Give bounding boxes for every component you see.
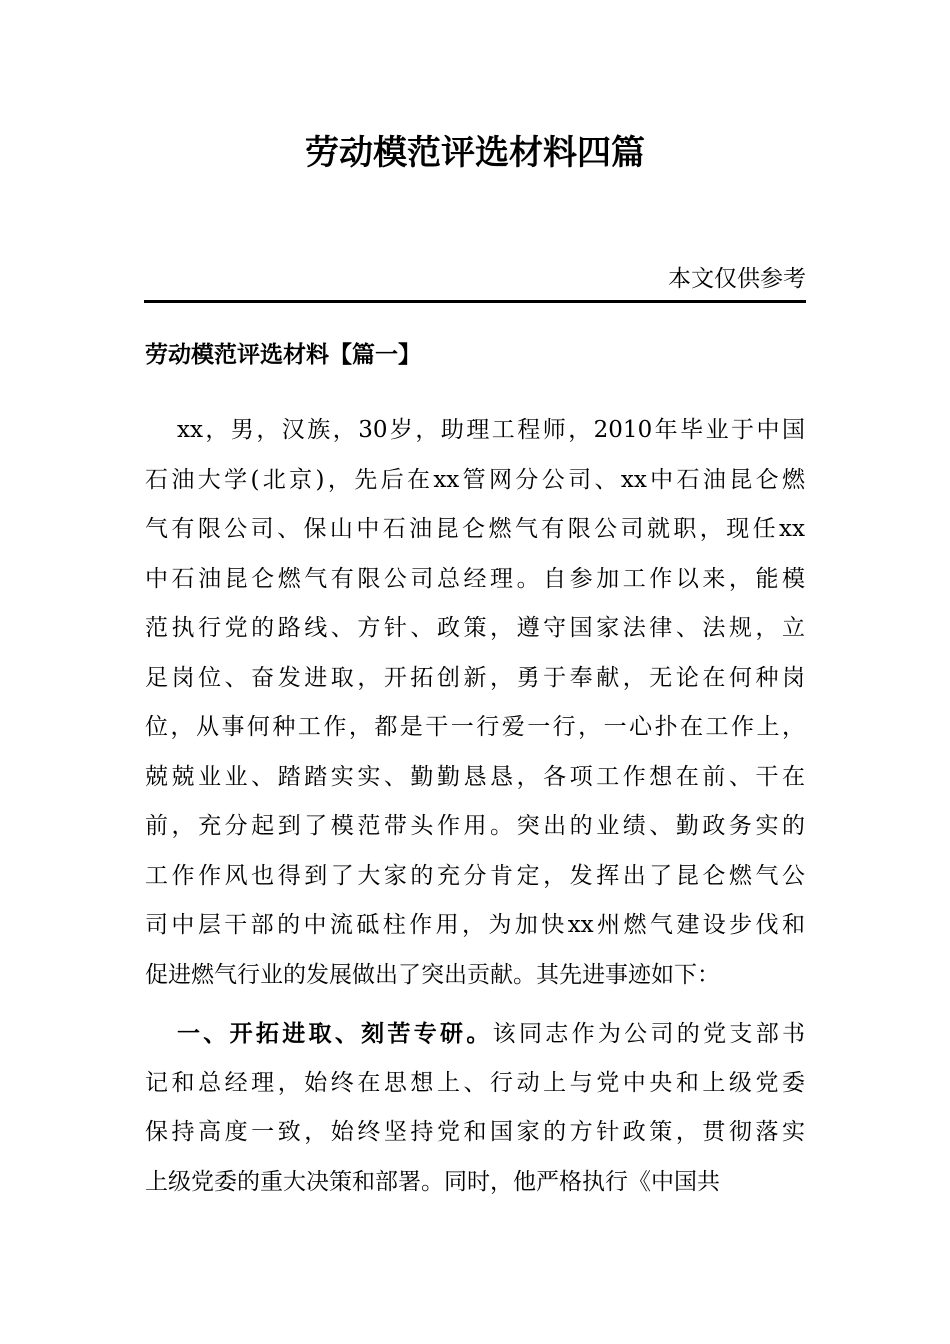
paragraph-line: 足岗位、奋发进取，开拓创新，勇于奉献，无论在何种岗 <box>145 664 805 691</box>
paragraph-2 <box>145 1009 805 1207</box>
paragraph-line: 促进燃气行业的发展做出了突出贡献。其先进事迹如下： <box>145 961 720 988</box>
paragraph-line: 上级党委的重大决策和部署。同时，他严格执行《中国共 <box>145 1168 720 1195</box>
header-divider <box>144 300 806 303</box>
reference-note: 本文仅供参考 <box>668 266 806 292</box>
document-title: 劳动模范评选材料四篇 <box>305 133 645 173</box>
paragraph-line: 工作作风也得到了大家的充分肯定，发挥出了昆仑燃气公 <box>145 862 805 889</box>
paragraph-line-text: 该同志作为公司的党支部书 <box>492 1021 806 1047</box>
paragraph-line: 记和总经理，始终在思想上、行动上与党中央和上级党委 <box>145 1069 805 1096</box>
paragraph-line: 范执行党的路线、方针、政策，遵守国家法律、法规，立 <box>145 615 805 641</box>
paragraph-line: xx，男，汉族，30岁，助理工程师，2010年毕业于中国 <box>177 417 805 443</box>
paragraph-first-line <box>145 1009 805 1059</box>
section-heading: 劳动模范评选材料【篇一】 <box>145 341 421 368</box>
paragraph-line: 兢兢业业、踏踏实实、勤勤恳恳，各项工作想在前、干在 <box>145 763 805 790</box>
paragraph-line: 保持高度一致，始终坚持党和国家的方针政策，贯彻落实 <box>145 1119 805 1145</box>
paragraph-line: 司中层干部的中流砥柱作用，为加快xx州燃气建设步伐和 <box>145 912 805 938</box>
paragraph-1 <box>145 406 805 1000</box>
paragraph-line: 气有限公司、保山中石油昆仑燃气有限公司就职，现任xx <box>145 516 805 542</box>
paragraph-line: 前，充分起到了模范带头作用。突出的业绩、勤政务实的 <box>145 813 805 839</box>
paragraph-line: 石油大学(北京)，先后在xx管网分公司、xx中石油昆仑燃 <box>145 466 805 493</box>
paragraph-line: 位，从事何种工作，都是干一行爱一行，一心扑在工作上， <box>145 714 805 740</box>
paragraph-lead-heading: 一、开拓进取、刻苦专研。 <box>177 1020 493 1047</box>
paragraph-line: 中石油昆仑燃气有限公司总经理。自参加工作以来，能模 <box>145 565 805 592</box>
